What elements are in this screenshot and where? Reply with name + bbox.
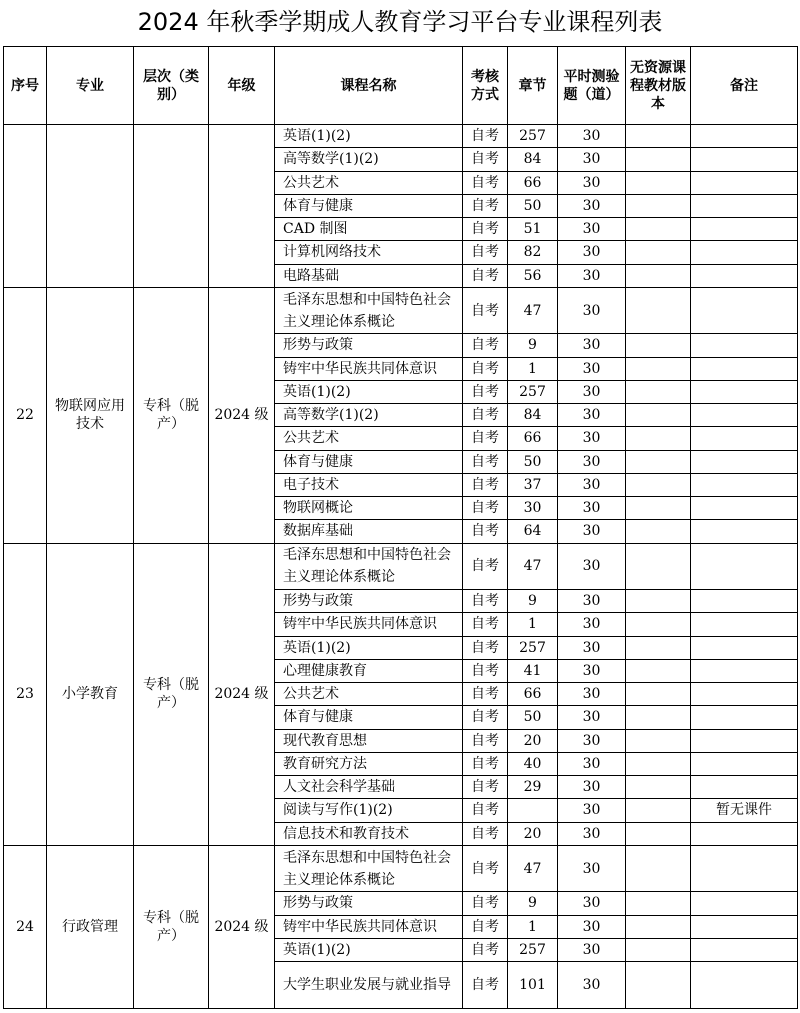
remark-cell xyxy=(691,171,798,194)
chapters-cell: 47 xyxy=(508,845,558,892)
exam-cell: 自考 xyxy=(463,845,508,892)
chapters-cell: 40 xyxy=(508,752,558,775)
course-name-cell: 铸牢中华民族共同体意识 xyxy=(275,613,463,636)
chapters-cell: 82 xyxy=(508,241,558,264)
remark-cell xyxy=(691,287,798,334)
exam-cell: 自考 xyxy=(463,450,508,473)
remark-cell xyxy=(691,125,798,148)
exam-cell: 自考 xyxy=(463,334,508,357)
exam-cell: 自考 xyxy=(463,938,508,961)
textbook-cell xyxy=(626,473,691,496)
quiz-cell: 30 xyxy=(558,915,626,938)
remark-cell xyxy=(691,752,798,775)
quiz-cell: 30 xyxy=(558,590,626,613)
chapters-cell: 84 xyxy=(508,404,558,427)
course-name-cell: 心理健康教育 xyxy=(275,659,463,682)
chapters-cell: 41 xyxy=(508,659,558,682)
quiz-cell: 30 xyxy=(558,404,626,427)
exam-cell: 自考 xyxy=(463,683,508,706)
textbook-cell xyxy=(626,148,691,171)
course-name-cell: 毛泽东思想和中国特色社会主义理论体系概论 xyxy=(275,287,463,334)
course-name-cell: 教育研究方法 xyxy=(275,752,463,775)
chapters-cell: 1 xyxy=(508,357,558,380)
exam-cell: 自考 xyxy=(463,799,508,822)
remark-cell xyxy=(691,241,798,264)
exam-cell: 自考 xyxy=(463,171,508,194)
quiz-cell: 30 xyxy=(558,125,626,148)
textbook-cell xyxy=(626,194,691,217)
quiz-cell: 30 xyxy=(558,729,626,752)
quiz-cell: 30 xyxy=(558,171,626,194)
textbook-cell xyxy=(626,218,691,241)
quiz-cell: 30 xyxy=(558,962,626,1009)
remark-cell xyxy=(691,497,798,520)
remark-cell xyxy=(691,845,798,892)
header-textbook: 无资源课程教材版本 xyxy=(626,47,691,125)
chapters-cell: 20 xyxy=(508,822,558,845)
exam-cell: 自考 xyxy=(463,194,508,217)
textbook-cell xyxy=(626,357,691,380)
quiz-cell: 30 xyxy=(558,241,626,264)
textbook-cell xyxy=(626,590,691,613)
textbook-cell xyxy=(626,613,691,636)
textbook-cell xyxy=(626,497,691,520)
quiz-cell: 30 xyxy=(558,520,626,543)
chapters-cell: 47 xyxy=(508,287,558,334)
textbook-cell xyxy=(626,380,691,403)
textbook-cell xyxy=(626,683,691,706)
textbook-cell xyxy=(626,264,691,287)
textbook-cell xyxy=(626,334,691,357)
exam-cell: 自考 xyxy=(463,264,508,287)
course-name-cell: 阅读与写作(1)(2) xyxy=(275,799,463,822)
remark-cell xyxy=(691,590,798,613)
level-cell: 专科（脱产） xyxy=(134,845,209,1008)
quiz-cell: 30 xyxy=(558,287,626,334)
quiz-cell: 30 xyxy=(558,752,626,775)
course-name-cell: 信息技术和教育技术 xyxy=(275,822,463,845)
chapters-cell: 50 xyxy=(508,706,558,729)
header-level: 层次（类别） xyxy=(134,47,209,125)
quiz-cell: 30 xyxy=(558,473,626,496)
textbook-cell xyxy=(626,636,691,659)
remark-cell xyxy=(691,822,798,845)
chapters-cell: 101 xyxy=(508,962,558,1009)
remark-cell xyxy=(691,543,798,590)
exam-cell: 自考 xyxy=(463,404,508,427)
major-cell: 行政管理 xyxy=(47,845,134,1008)
quiz-cell: 30 xyxy=(558,706,626,729)
remark-cell xyxy=(691,473,798,496)
chapters-cell: 257 xyxy=(508,380,558,403)
seq-cell: 24 xyxy=(4,845,47,1008)
quiz-cell: 30 xyxy=(558,148,626,171)
course-name-cell: 计算机网络技术 xyxy=(275,241,463,264)
textbook-cell xyxy=(626,543,691,590)
textbook-cell xyxy=(626,706,691,729)
header-chapters: 章节 xyxy=(508,47,558,125)
chapters-cell: 47 xyxy=(508,543,558,590)
course-name-cell: 电子技术 xyxy=(275,473,463,496)
remark-cell xyxy=(691,683,798,706)
table-row xyxy=(4,543,798,590)
remark-cell xyxy=(691,450,798,473)
textbook-cell xyxy=(626,404,691,427)
textbook-cell xyxy=(626,915,691,938)
remark-cell xyxy=(691,520,798,543)
exam-cell: 自考 xyxy=(463,427,508,450)
quiz-cell: 30 xyxy=(558,938,626,961)
textbook-cell xyxy=(626,822,691,845)
chapters-cell: 50 xyxy=(508,450,558,473)
quiz-cell: 30 xyxy=(558,450,626,473)
remark-cell xyxy=(691,915,798,938)
textbook-cell xyxy=(626,659,691,682)
chapters-cell: 20 xyxy=(508,729,558,752)
major-cell xyxy=(47,125,134,288)
major-cell: 物联网应用技术 xyxy=(47,287,134,543)
chapters-cell: 1 xyxy=(508,613,558,636)
chapters-cell: 50 xyxy=(508,194,558,217)
course-name-cell: 体育与健康 xyxy=(275,706,463,729)
quiz-cell: 30 xyxy=(558,357,626,380)
exam-cell: 自考 xyxy=(463,520,508,543)
course-name-cell: 铸牢中华民族共同体意识 xyxy=(275,357,463,380)
header-quiz: 平时测验题（道） xyxy=(558,47,626,125)
quiz-cell: 30 xyxy=(558,636,626,659)
course-name-cell: 英语(1)(2) xyxy=(275,636,463,659)
chapters-cell: 1 xyxy=(508,915,558,938)
remark-cell xyxy=(691,218,798,241)
exam-cell: 自考 xyxy=(463,636,508,659)
quiz-cell: 30 xyxy=(558,613,626,636)
remark-cell xyxy=(691,194,798,217)
chapters-cell: 9 xyxy=(508,892,558,915)
level-cell xyxy=(134,125,209,288)
quiz-cell: 30 xyxy=(558,427,626,450)
quiz-cell: 30 xyxy=(558,497,626,520)
textbook-cell xyxy=(626,450,691,473)
seq-cell xyxy=(4,125,47,288)
header-course: 课程名称 xyxy=(275,47,463,125)
exam-cell: 自考 xyxy=(463,892,508,915)
quiz-cell: 30 xyxy=(558,845,626,892)
textbook-cell xyxy=(626,241,691,264)
course-name-cell: 大学生职业发展与就业指导 xyxy=(275,962,463,1009)
course-name-cell: 毛泽东思想和中国特色社会主义理论体系概论 xyxy=(275,543,463,590)
quiz-cell: 30 xyxy=(558,799,626,822)
chapters-cell: 37 xyxy=(508,473,558,496)
exam-cell: 自考 xyxy=(463,706,508,729)
course-name-cell: 体育与健康 xyxy=(275,194,463,217)
chapters-cell: 257 xyxy=(508,636,558,659)
exam-cell: 自考 xyxy=(463,613,508,636)
exam-cell: 自考 xyxy=(463,148,508,171)
textbook-cell xyxy=(626,962,691,1009)
remark-cell xyxy=(691,636,798,659)
remark-cell xyxy=(691,706,798,729)
header-grade: 年级 xyxy=(209,47,275,125)
chapters-cell: 29 xyxy=(508,776,558,799)
exam-cell: 自考 xyxy=(463,590,508,613)
remark-cell xyxy=(691,334,798,357)
textbook-cell xyxy=(626,125,691,148)
exam-cell: 自考 xyxy=(463,380,508,403)
exam-cell: 自考 xyxy=(463,357,508,380)
chapters-cell: 64 xyxy=(508,520,558,543)
remark-cell xyxy=(691,892,798,915)
remark-cell: 暂无课件 xyxy=(691,799,798,822)
course-name-cell: 数据库基础 xyxy=(275,520,463,543)
course-name-cell: 电路基础 xyxy=(275,264,463,287)
chapters-cell: 66 xyxy=(508,427,558,450)
seq-cell: 23 xyxy=(4,543,47,845)
header-major: 专业 xyxy=(47,47,134,125)
exam-cell: 自考 xyxy=(463,125,508,148)
textbook-cell xyxy=(626,729,691,752)
major-cell: 小学教育 xyxy=(47,543,134,845)
chapters-cell: 56 xyxy=(508,264,558,287)
header-remark: 备注 xyxy=(691,47,798,125)
exam-cell: 自考 xyxy=(463,241,508,264)
quiz-cell: 30 xyxy=(558,380,626,403)
course-name-cell: 公共艺术 xyxy=(275,683,463,706)
quiz-cell: 30 xyxy=(558,194,626,217)
chapters-cell: 51 xyxy=(508,218,558,241)
remark-cell xyxy=(691,613,798,636)
seq-cell: 22 xyxy=(4,287,47,543)
table-row xyxy=(4,845,798,892)
course-name-cell: 公共艺术 xyxy=(275,427,463,450)
chapters-cell: 9 xyxy=(508,334,558,357)
table-row xyxy=(4,125,798,148)
remark-cell xyxy=(691,148,798,171)
chapters-cell: 66 xyxy=(508,171,558,194)
course-name-cell: 形势与政策 xyxy=(275,334,463,357)
textbook-cell xyxy=(626,892,691,915)
grade-cell: 2024 级 xyxy=(209,543,275,845)
chapters-cell: 257 xyxy=(508,938,558,961)
quiz-cell: 30 xyxy=(558,543,626,590)
remark-cell xyxy=(691,357,798,380)
remark-cell xyxy=(691,380,798,403)
table-body xyxy=(4,125,798,1009)
textbook-cell xyxy=(626,752,691,775)
table-row xyxy=(4,287,798,334)
grade-cell xyxy=(209,125,275,288)
quiz-cell: 30 xyxy=(558,264,626,287)
course-name-cell: 英语(1)(2) xyxy=(275,125,463,148)
chapters-cell xyxy=(508,799,558,822)
course-name-cell: 物联网概论 xyxy=(275,497,463,520)
remark-cell xyxy=(691,938,798,961)
remark-cell xyxy=(691,427,798,450)
header-exam: 考核方式 xyxy=(463,47,508,125)
remark-cell xyxy=(691,404,798,427)
textbook-cell xyxy=(626,520,691,543)
exam-cell: 自考 xyxy=(463,497,508,520)
quiz-cell: 30 xyxy=(558,334,626,357)
textbook-cell xyxy=(626,171,691,194)
header-row xyxy=(4,47,798,125)
quiz-cell: 30 xyxy=(558,659,626,682)
textbook-cell xyxy=(626,287,691,334)
grade-cell: 2024 级 xyxy=(209,287,275,543)
quiz-cell: 30 xyxy=(558,822,626,845)
page-title: 2024 年秋季学期成人教育学习平台专业课程列表 xyxy=(137,8,663,36)
exam-cell: 自考 xyxy=(463,915,508,938)
textbook-cell xyxy=(626,799,691,822)
course-name-cell: 人文社会科学基础 xyxy=(275,776,463,799)
remark-cell xyxy=(691,264,798,287)
chapters-cell: 66 xyxy=(508,683,558,706)
grade-cell: 2024 级 xyxy=(209,845,275,1008)
exam-cell: 自考 xyxy=(463,822,508,845)
quiz-cell: 30 xyxy=(558,218,626,241)
chapters-cell: 30 xyxy=(508,497,558,520)
course-name-cell: 英语(1)(2) xyxy=(275,380,463,403)
course-name-cell: 铸牢中华民族共同体意识 xyxy=(275,915,463,938)
exam-cell: 自考 xyxy=(463,729,508,752)
remark-cell xyxy=(691,962,798,1009)
remark-cell xyxy=(691,776,798,799)
course-name-cell: 毛泽东思想和中国特色社会主义理论体系概论 xyxy=(275,845,463,892)
textbook-cell xyxy=(626,427,691,450)
course-name-cell: 公共艺术 xyxy=(275,171,463,194)
chapters-cell: 257 xyxy=(508,125,558,148)
exam-cell: 自考 xyxy=(463,473,508,496)
course-name-cell: 高等数学(1)(2) xyxy=(275,148,463,171)
textbook-cell xyxy=(626,776,691,799)
course-table xyxy=(3,46,798,1009)
course-name-cell: 形势与政策 xyxy=(275,590,463,613)
chapters-cell: 84 xyxy=(508,148,558,171)
exam-cell: 自考 xyxy=(463,962,508,1009)
quiz-cell: 30 xyxy=(558,776,626,799)
remark-cell xyxy=(691,659,798,682)
exam-cell: 自考 xyxy=(463,218,508,241)
quiz-cell: 30 xyxy=(558,892,626,915)
course-name-cell: 高等数学(1)(2) xyxy=(275,404,463,427)
textbook-cell xyxy=(626,845,691,892)
exam-cell: 自考 xyxy=(463,287,508,334)
course-name-cell: 英语(1)(2) xyxy=(275,938,463,961)
textbook-cell xyxy=(626,938,691,961)
course-name-cell: 形势与政策 xyxy=(275,892,463,915)
chapters-cell: 9 xyxy=(508,590,558,613)
course-name-cell: CAD 制图 xyxy=(275,218,463,241)
course-name-cell: 现代教育思想 xyxy=(275,729,463,752)
level-cell: 专科（脱产） xyxy=(134,543,209,845)
exam-cell: 自考 xyxy=(463,776,508,799)
remark-cell xyxy=(691,729,798,752)
exam-cell: 自考 xyxy=(463,543,508,590)
course-name-cell: 体育与健康 xyxy=(275,450,463,473)
header-seq: 序号 xyxy=(4,47,47,125)
exam-cell: 自考 xyxy=(463,752,508,775)
quiz-cell: 30 xyxy=(558,683,626,706)
exam-cell: 自考 xyxy=(463,659,508,682)
level-cell: 专科（脱产） xyxy=(134,287,209,543)
